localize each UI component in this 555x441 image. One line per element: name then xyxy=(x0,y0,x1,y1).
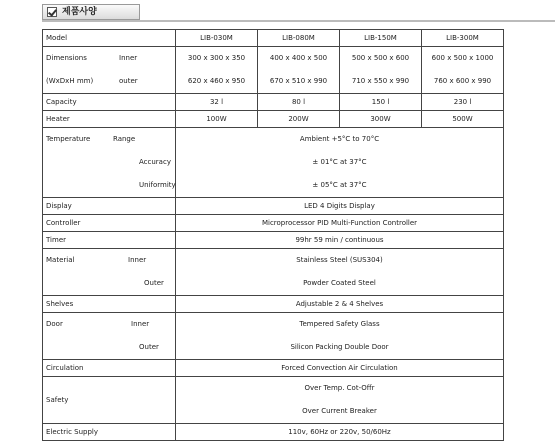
tab-divider xyxy=(42,20,555,22)
cell-value: Powder Coated Steel xyxy=(303,279,376,287)
cell-value: 710 x 550 x 990 xyxy=(351,77,410,85)
cell-value: 300 x 300 x 350 xyxy=(187,54,246,62)
row-label xyxy=(43,313,176,360)
row-label: Electric Supply xyxy=(43,424,176,441)
column-header: LIB-080M xyxy=(258,30,340,47)
inner-label: Inner xyxy=(119,54,138,62)
cell-value: LED 4 Digits Display xyxy=(176,198,504,215)
table-row xyxy=(43,128,504,198)
column-header: LIB-030M xyxy=(176,30,258,47)
cell-value: 670 x 510 x 990 xyxy=(269,77,328,85)
row-label: Shelves xyxy=(43,296,176,313)
table-row xyxy=(43,377,504,424)
table-row xyxy=(43,232,504,249)
cell xyxy=(176,47,258,94)
cell xyxy=(176,377,504,424)
cell-value: Over Temp. Cot-Offr xyxy=(304,384,375,392)
table-row xyxy=(43,111,504,128)
cell-value: Forced Convection Air Circulation xyxy=(176,360,504,377)
row-label xyxy=(43,128,176,198)
cell xyxy=(176,128,504,198)
table-row xyxy=(43,360,504,377)
cell xyxy=(340,47,422,94)
cell-value: ± 05°C at 37°C xyxy=(312,181,367,189)
accuracy-label: Accuracy xyxy=(139,158,171,166)
door-label: Door xyxy=(46,320,63,328)
cell-value: 100W xyxy=(176,111,258,128)
cell-value: 32 l xyxy=(176,94,258,111)
temperature-label: Temperature xyxy=(46,135,91,143)
cell-value: 400 x 400 x 500 xyxy=(269,54,328,62)
row-label xyxy=(43,249,176,296)
cell-value: ± 01°C at 37°C xyxy=(312,158,367,166)
checkbox-icon xyxy=(47,7,57,17)
table-row xyxy=(43,215,504,232)
material-label: Material xyxy=(46,256,75,264)
cell-value: Silicon Packing Double Door xyxy=(290,343,389,351)
table-row xyxy=(43,94,504,111)
cell-value: 500 x 500 x 600 xyxy=(351,54,410,62)
outer-label: Outer xyxy=(139,343,159,351)
table-row xyxy=(43,47,504,94)
row-label: Capacity xyxy=(43,94,176,111)
cell-value: 760 x 600 x 990 xyxy=(433,77,492,85)
cell-value: 600 x 500 x 1000 xyxy=(431,54,494,62)
section-title: 제품사양 xyxy=(62,7,97,17)
dimensions-label: Dimensions xyxy=(46,54,87,62)
table-row xyxy=(43,296,504,313)
cell-value: 110v, 60Hz or 220v, 50/60Hz xyxy=(176,424,504,441)
spec-table xyxy=(42,29,504,441)
cell-value: Adjustable 2 & 4 Shelves xyxy=(176,296,504,313)
outer-label: Outer xyxy=(144,279,164,287)
cell-value: Ambient +5°C to 70°C xyxy=(299,135,380,143)
unit-label: (WxDxH mm) xyxy=(46,77,94,85)
row-label: Controller xyxy=(43,215,176,232)
cell xyxy=(258,47,340,94)
row-label: Timer xyxy=(43,232,176,249)
table-row xyxy=(43,30,504,47)
outer-label: outer xyxy=(119,77,138,85)
row-label: Heater xyxy=(43,111,176,128)
uniformity-label: Uniformity xyxy=(139,181,176,189)
range-label: Range xyxy=(113,135,136,143)
cell xyxy=(176,249,504,296)
table-row xyxy=(43,249,504,296)
cell-value: 620 x 460 x 950 xyxy=(187,77,246,85)
row-label: Circulation xyxy=(43,360,176,377)
table-row xyxy=(43,198,504,215)
column-header: LIB-150M xyxy=(340,30,422,47)
column-header: LIB-300M xyxy=(422,30,504,47)
table-row xyxy=(43,424,504,441)
cell-value: 80 l xyxy=(258,94,340,111)
model-label: Model xyxy=(43,30,176,47)
cell-value: 99hr 59 min / continuous xyxy=(176,232,504,249)
row-label: Safety xyxy=(43,377,176,424)
cell-value: 230 l xyxy=(422,94,504,111)
cell-value: Over Current Breaker xyxy=(302,407,377,415)
cell-value: 300W xyxy=(340,111,422,128)
table-row xyxy=(43,313,504,360)
section-tab xyxy=(42,4,140,20)
cell-value: Stainless Steel (SUS304) xyxy=(296,256,383,264)
cell-value: 150 l xyxy=(340,94,422,111)
cell xyxy=(176,313,504,360)
cell-value: 500W xyxy=(422,111,504,128)
cell-value: Microprocessor PID Multi-Function Controller xyxy=(176,215,504,232)
cell-value: 200W xyxy=(258,111,340,128)
cell-value: Tempered Safety Glass xyxy=(299,320,380,328)
inner-label: Inner xyxy=(128,256,147,264)
inner-label: Inner xyxy=(131,320,150,328)
row-label xyxy=(43,47,176,94)
cell xyxy=(422,47,504,94)
row-label: Display xyxy=(43,198,176,215)
